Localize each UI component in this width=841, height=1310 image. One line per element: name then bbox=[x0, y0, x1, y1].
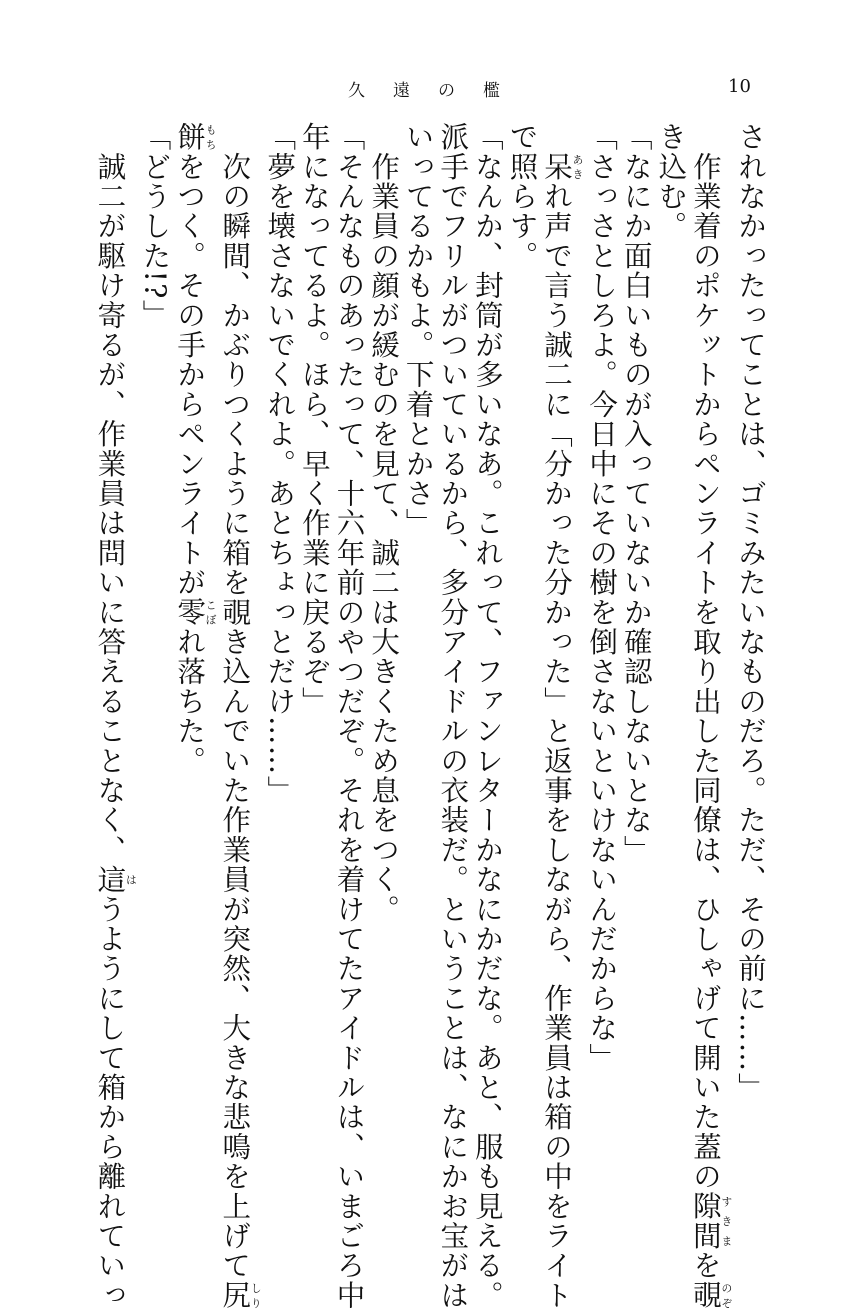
text-segment: 誠二が駆け寄るが、作業員は問いに答えることなく、 bbox=[93, 122, 127, 865]
text-line bbox=[172, 122, 217, 1112]
text-line bbox=[435, 122, 470, 1310]
text-segment: 作業着のポケットからペンライトを取り出した同僚は、ひしゃげて開いた蓋の bbox=[688, 122, 722, 1192]
ruby-base: 尻 bbox=[218, 1280, 252, 1310]
text-segment: で照らす。 bbox=[505, 122, 539, 271]
text-segment: れ落ちた。 bbox=[173, 626, 207, 776]
text-segment: 「夢を壊さないでくれよ。あとちょっとだけ……」 bbox=[263, 122, 297, 806]
furigana: しり bbox=[249, 1280, 263, 1310]
furigana: は bbox=[124, 864, 138, 895]
text-line bbox=[538, 122, 585, 1310]
text-segment: き込む。 bbox=[654, 122, 688, 241]
text-segment: れ声で言う誠二に「分かった分かった」と返事をしながら、作業員は箱の中をライト bbox=[540, 181, 574, 1310]
text-line bbox=[400, 122, 435, 1112]
ruby-base: 這 bbox=[93, 864, 127, 895]
text-segment: 作業員の顔が緩むのを見て、誠二は大きくため息をつく。 bbox=[367, 122, 401, 924]
ruby-base: 零 bbox=[173, 597, 207, 627]
text-line bbox=[365, 122, 400, 1112]
text-line bbox=[469, 122, 504, 1310]
furigana: あき bbox=[571, 151, 585, 182]
text-line bbox=[653, 122, 688, 1112]
text-line bbox=[262, 122, 297, 1112]
page-number: 10 bbox=[728, 76, 751, 97]
text-line bbox=[618, 122, 653, 1112]
ruby-base: 隙間 bbox=[688, 1191, 722, 1251]
furigana: もち bbox=[204, 122, 218, 152]
text-line bbox=[584, 122, 619, 1112]
text-segment: をつく。その手からペンライトが bbox=[173, 151, 207, 598]
text-segment: いってるかもよ。下着とかさ」 bbox=[401, 122, 435, 538]
text-segment: 「どうした!?」 bbox=[138, 122, 172, 330]
ruby-word bbox=[173, 122, 218, 152]
ruby-base: 餅 bbox=[173, 122, 207, 152]
text-segment: 年になってるよ。ほら、早く作業に戻るぞ」 bbox=[297, 122, 331, 716]
text-segment bbox=[540, 122, 573, 152]
text-line bbox=[504, 122, 539, 1112]
ruby-word bbox=[173, 597, 218, 627]
text-segment: されなかったってことは、ゴミみたいなものだろ。ただ、その前に……」 bbox=[734, 122, 767, 1103]
text-line bbox=[137, 122, 172, 1112]
ruby-word bbox=[93, 864, 138, 895]
text-line bbox=[331, 122, 366, 1310]
text-segment: を bbox=[688, 1250, 722, 1281]
text-line bbox=[687, 122, 733, 1310]
text-segment: 「なにか面白いものが入っていないか確認しないとな」 bbox=[619, 122, 653, 865]
ruby-base: 覗 bbox=[688, 1280, 722, 1310]
text-segment: 「そんなものあったって、十六年前のやつだぞ。それを着けてたアイドルは、いまごろ中 bbox=[332, 122, 366, 1310]
furigana: のぞ bbox=[719, 1280, 733, 1310]
text-segment: 派手でフリルがついているから、多分アイドルの衣装だ。ということは、なにかお宝がは bbox=[436, 122, 470, 1310]
text-line bbox=[217, 122, 263, 1310]
body-text bbox=[92, 122, 767, 1310]
ruby-word bbox=[218, 1280, 263, 1310]
ruby-word bbox=[688, 1280, 733, 1310]
furigana: こぼ bbox=[204, 597, 218, 627]
text-segment: うようにして箱から離れていっ bbox=[93, 894, 127, 1310]
text-line bbox=[92, 122, 138, 1310]
text-line bbox=[296, 122, 331, 1112]
ruby-base: 呆 bbox=[540, 151, 574, 182]
text-segment: 「なんか、封筒が多いなあ。これって、ファンレターかなにかだな。あと、服も見える。 bbox=[470, 122, 504, 1310]
running-title: 久遠の檻 bbox=[348, 81, 528, 101]
text-line bbox=[732, 122, 767, 1112]
text-segment: 「さっさとしろよ。今日中にその樹を倒さないといけないんだからな」 bbox=[585, 122, 619, 1073]
ruby-word bbox=[540, 151, 585, 182]
text-segment: 次の瞬間、かぶりつくように箱を覗き込んでいた作業員が突然、大きな悲鳴を上げて bbox=[218, 122, 252, 1281]
ruby-word bbox=[688, 1191, 733, 1251]
furigana: すきま bbox=[719, 1191, 733, 1251]
